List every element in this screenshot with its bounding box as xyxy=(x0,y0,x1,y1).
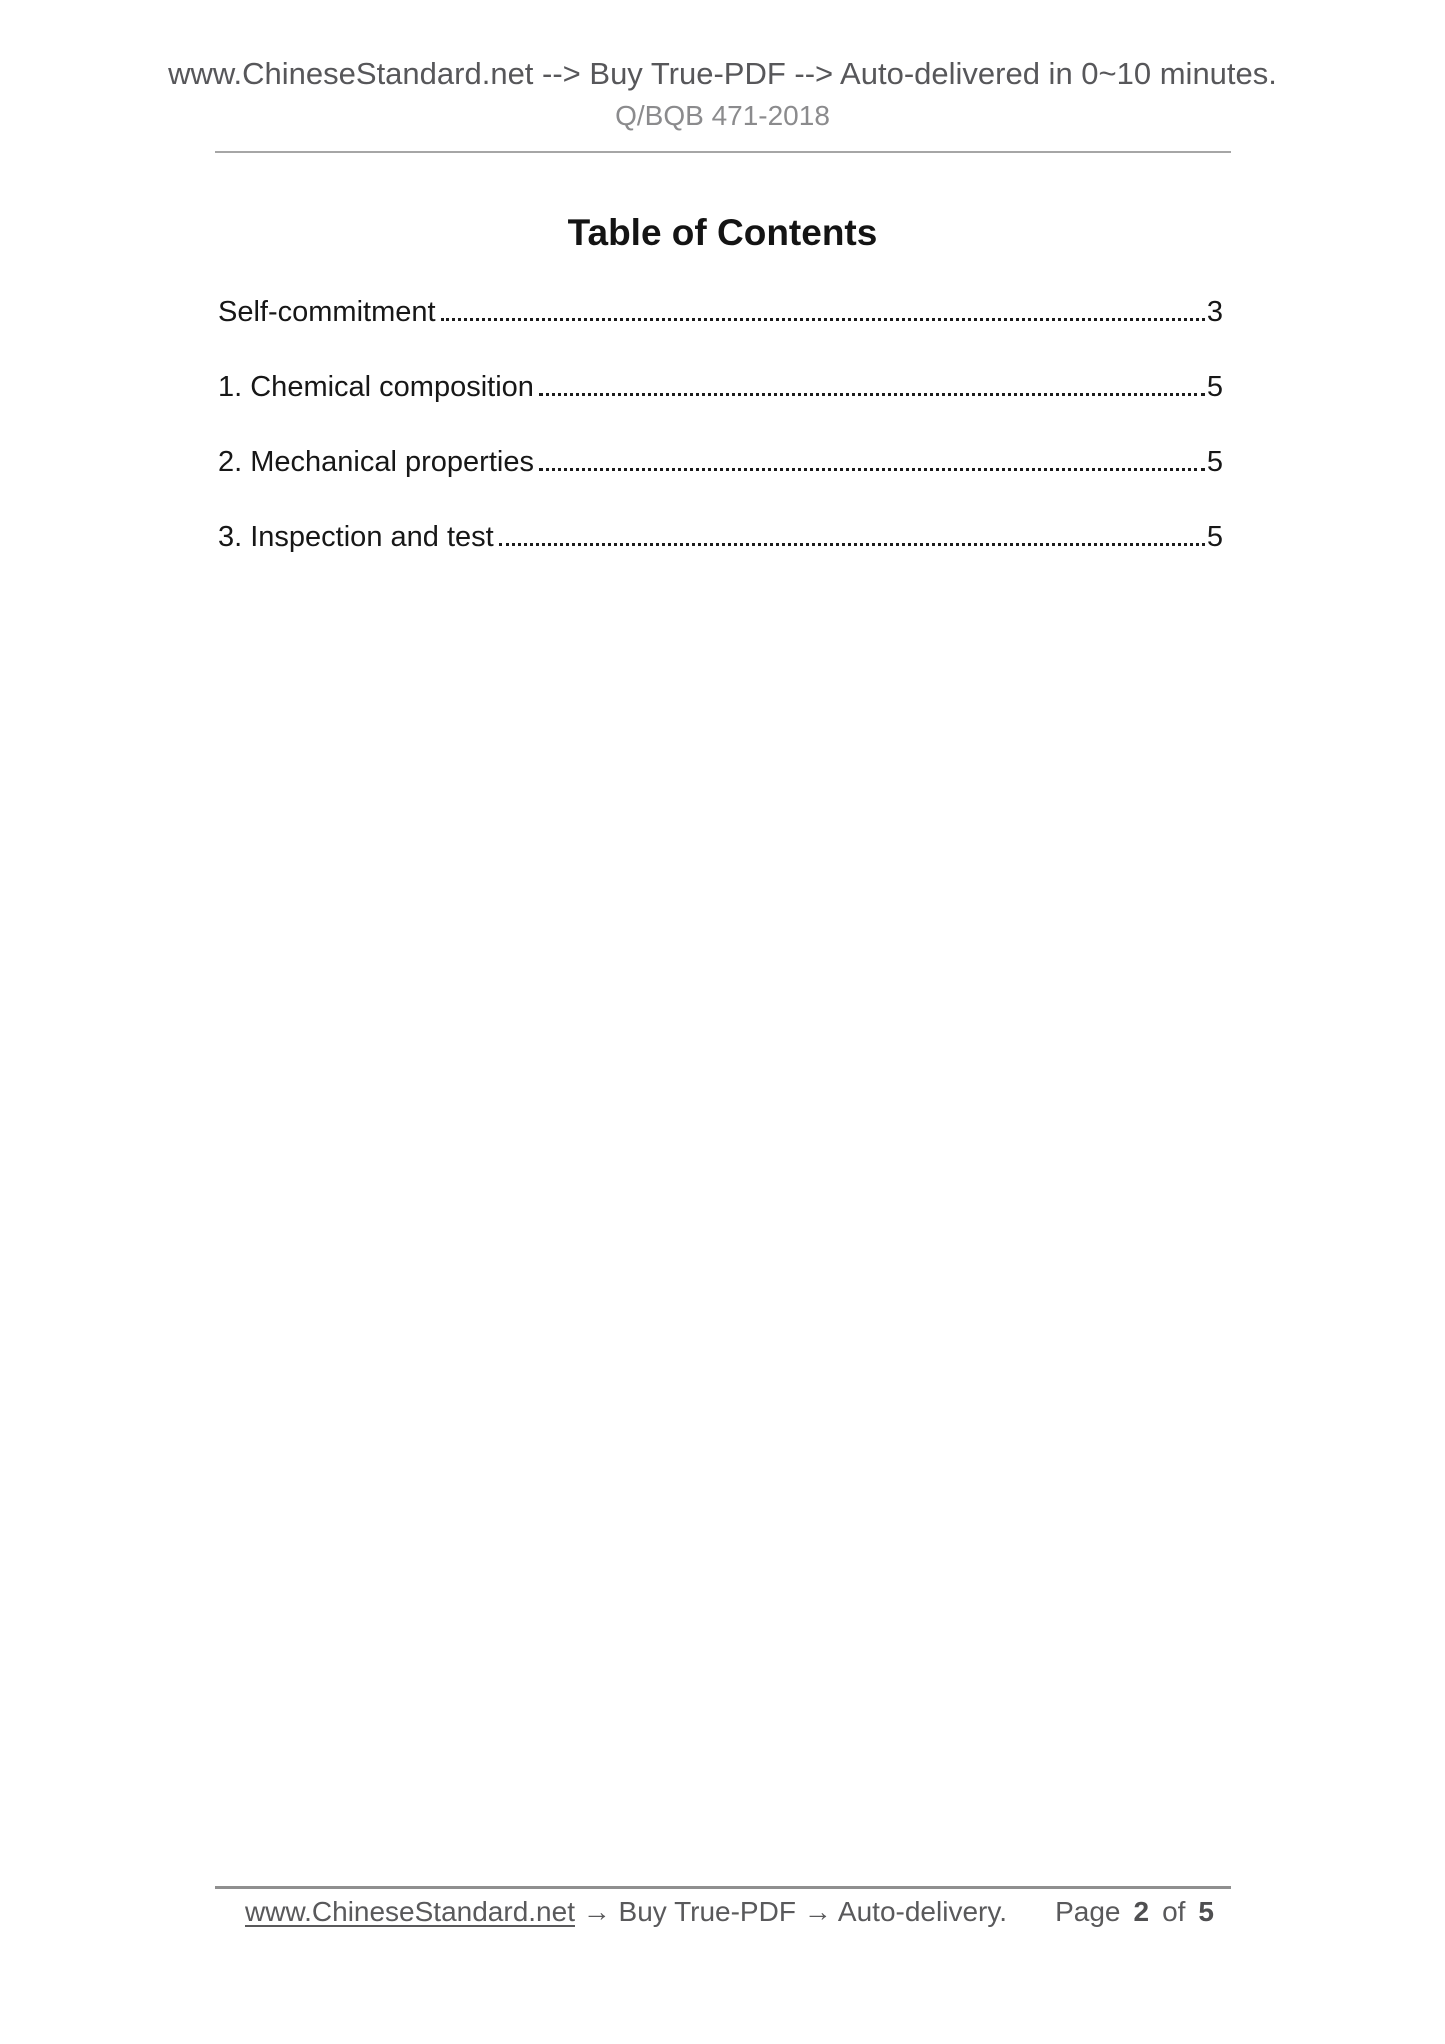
toc-title: Table of Contents xyxy=(567,212,878,253)
toc-entry-page-number: 5 xyxy=(1206,446,1223,478)
toc-entry-label: 3. Inspection and test xyxy=(218,521,494,553)
footer-divider xyxy=(215,1886,1231,1889)
header-tagline: www.ChineseStandard.net --> Buy True-PDF --> Auto-delivered in 0~10 minutes. xyxy=(168,56,1277,91)
dot-leader xyxy=(539,466,1205,471)
header-doc-number: Q/BQB 471-2018 xyxy=(615,100,830,131)
footer-tagline-rest: → Buy True-PDF → Auto-delivery. xyxy=(574,1896,1008,1927)
toc-entry-inspection-and-test[interactable] xyxy=(218,521,1223,596)
page-total-number: 5 xyxy=(1198,1896,1214,1927)
page-of-label: of xyxy=(1162,1896,1186,1927)
page-current-number: 2 xyxy=(1133,1896,1150,1927)
toc-entry-label: 1. Chemical composition xyxy=(218,371,534,403)
page-indicator xyxy=(1055,1896,1214,1928)
footer-website-link[interactable]: www.ChineseStandard.net xyxy=(245,1896,575,1927)
toc-entry-label: Self-commitment xyxy=(218,296,436,328)
toc-entry-page-number: 5 xyxy=(1206,371,1223,403)
dot-leader xyxy=(499,541,1205,546)
dot-leader xyxy=(441,316,1205,321)
toc-entry-chemical-composition[interactable] xyxy=(218,371,1223,446)
header-divider xyxy=(215,151,1231,153)
toc-list xyxy=(218,296,1223,596)
toc-entry-page-number: 3 xyxy=(1206,296,1223,328)
footer-tagline xyxy=(245,1896,1007,1928)
toc-entry-self-commitment[interactable] xyxy=(218,296,1223,371)
footer xyxy=(245,1896,1214,1928)
toc-entry-label: 2. Mechanical properties xyxy=(218,446,534,478)
toc-entry-mechanical-properties[interactable] xyxy=(218,446,1223,521)
page-label: Page xyxy=(1055,1896,1121,1927)
dot-leader xyxy=(539,391,1205,396)
toc-entry-page-number: 5 xyxy=(1206,521,1223,553)
